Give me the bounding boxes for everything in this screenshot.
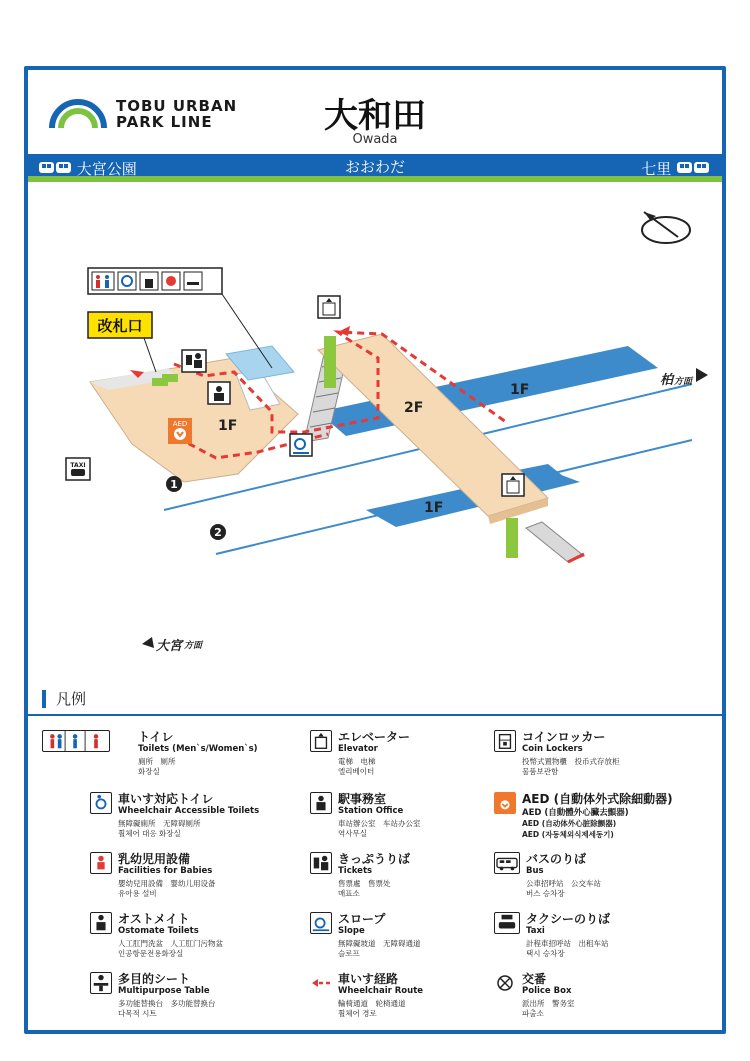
- direction-kashiwa: 柏: [660, 373, 674, 388]
- ticket-machine-icon: [182, 350, 206, 372]
- legend-l3: AED (자동체외식제세동기): [522, 830, 614, 839]
- legend-en: Slope: [338, 926, 365, 936]
- legend-title: 駅事務室: [338, 792, 387, 806]
- direction-right-label: 七里: [641, 160, 672, 178]
- legend-l1: 計程車招呼站 出租车站: [526, 939, 609, 948]
- legend-en: Station Office: [338, 806, 404, 816]
- legend-l2: 유아용 설비: [118, 889, 157, 898]
- legend-l2: 휠체어 경로: [338, 1009, 377, 1018]
- coin-locker-icon: [494, 730, 516, 752]
- legend-l1: 售票處 售票处: [338, 879, 391, 888]
- legend-title: AED (自動体外式除細動器): [522, 792, 673, 806]
- station-roman-name: Owada: [352, 132, 398, 147]
- compass-icon: [642, 212, 690, 243]
- legend-title: タクシーのりば: [526, 912, 611, 926]
- legend-title: 車いす対応トイレ: [118, 792, 214, 806]
- wheelchair-toilet-icon: [90, 792, 112, 814]
- ticket-icon: [310, 852, 332, 874]
- legend-l1: 公車招呼站 公交车站: [526, 879, 601, 888]
- floor-label-1f-lower: 1F: [424, 500, 444, 516]
- legend-l1: AED (自動體外心臟去顫器): [522, 808, 629, 818]
- legend-en: Police Box: [522, 986, 572, 996]
- slope-icon: [310, 912, 332, 934]
- arrow-right-icon: [696, 368, 708, 382]
- arrow-left-icon: [142, 637, 154, 648]
- legend-en: Multipurpose Table: [118, 986, 210, 996]
- multipurpose-table-icon: [90, 972, 112, 994]
- legend-en: Wheelchair Accessible Toilets: [118, 806, 260, 816]
- legend-l2: 휠체어 대응 화장실: [118, 829, 181, 838]
- station-map-frame: [24, 66, 726, 1034]
- legend-title: 多目的シート: [118, 972, 191, 986]
- legend-l1: 多功能替換台 多功能替换台: [118, 999, 216, 1008]
- police-box-icon: [494, 972, 516, 994]
- elevator-icon-north: [318, 296, 340, 318]
- direction-omiya-suffix: 方面: [184, 641, 203, 651]
- direction-kashiwa-suffix: 方面: [674, 377, 693, 387]
- legend-en: Elevator: [338, 744, 378, 754]
- station-kana: おおわだ: [344, 158, 405, 176]
- floor-label-1f-upper: 1F: [510, 382, 530, 398]
- toilet-icon: [92, 272, 114, 290]
- line-bar: [28, 154, 722, 182]
- bus-icon: [494, 852, 520, 874]
- legend-l2: 버스 승차장: [526, 889, 565, 898]
- elevator-icon: [310, 730, 332, 752]
- legend-l1: 無障礙廁所 无障碍厕所: [118, 819, 201, 828]
- legend-l1: 電梯 电梯: [338, 757, 376, 766]
- legend-l1: 無障礙坡道 无障碍通道: [338, 939, 421, 948]
- legend-title: きっぷうりば: [338, 852, 411, 866]
- legend-en: Wheelchair Route: [338, 986, 424, 996]
- route-arrow-icon: [310, 972, 332, 994]
- floor-label-1f-concourse: 1F: [218, 418, 238, 434]
- legend-heading: 凡例: [42, 690, 86, 708]
- taxi-icon: [494, 912, 520, 934]
- legend-l2: 물품보관함: [522, 767, 559, 776]
- lower-stairs: [526, 522, 584, 562]
- legend-l2: 인공항문전용화장실: [118, 949, 184, 958]
- logo-line2: PARK LINE: [116, 113, 213, 131]
- legend-l2: 파출소: [522, 1009, 544, 1018]
- legend-l1: 投幣式置物櫃 投币式存放柜: [522, 757, 620, 766]
- legend-l2: 다목적 시트: [118, 1009, 157, 1018]
- elevator-shaft-north: [324, 336, 336, 388]
- legend-l1: 人工肛門洗盆 人工肛门污物盆: [118, 939, 223, 948]
- legend-en: Tickets: [338, 866, 373, 876]
- slope-icon: [290, 434, 312, 456]
- legend-l1: 嬰幼兒用設備 婴幼儿用设备: [118, 879, 216, 888]
- legend-title: オストメイト: [118, 912, 190, 926]
- legend-l2: 역사무실: [338, 829, 367, 838]
- aed-icon: [494, 792, 516, 814]
- train-right-icon: [676, 161, 710, 175]
- legend-l1: 車站辦公室 车站办公室: [338, 819, 421, 828]
- aed-map-label: AED: [172, 420, 188, 428]
- legend-l1: 輪椅通道 轮椅通道: [338, 999, 406, 1008]
- legend-title: コインロッカー: [522, 730, 606, 744]
- direction-right: [641, 158, 710, 179]
- multipurpose-table-icon: [184, 272, 202, 290]
- station-office-icon: [208, 382, 230, 404]
- legend-en: Coin Lockers: [522, 744, 583, 754]
- station-name: 大和田: [324, 96, 426, 136]
- ticket-gate-label: 改札口: [97, 317, 143, 335]
- legend-l2: 매표소: [338, 889, 360, 898]
- legend-title: トイレ: [138, 730, 174, 744]
- floor-label-2f: 2F: [404, 400, 424, 416]
- direction-left-label: 大宮公園: [76, 160, 137, 178]
- legend-title: バスのりば: [526, 852, 587, 866]
- elevator-shaft-south: [506, 518, 518, 558]
- legend-l1: 派出所 警务室: [522, 999, 575, 1008]
- baby-icon: [90, 852, 112, 874]
- legend-title: エレベーター: [338, 730, 411, 744]
- legend-l2: AED (自动体外心脏除颤器): [522, 819, 617, 828]
- legend-title: 乳幼児用設備: [118, 852, 191, 866]
- legend-l1: 廁所 厕所: [138, 757, 176, 766]
- legend-title: 交番: [522, 972, 547, 986]
- elevator-icon-south: [502, 474, 524, 496]
- legend-title: 車いす経路: [338, 972, 399, 986]
- station-office-icon: [310, 792, 332, 814]
- track-number-1: 1: [170, 478, 178, 491]
- ostomate-icon: [90, 912, 112, 934]
- legend-en: Facilities for Babies: [118, 866, 213, 876]
- toilet-icon: [42, 730, 110, 752]
- wheelchair-icon: [118, 272, 136, 290]
- legend-en: Ostomate Toilets: [118, 926, 199, 936]
- logo-line1: TOBU URBAN: [116, 97, 238, 115]
- station-map: [28, 182, 722, 682]
- legend-divider: [28, 714, 722, 716]
- legend-en: Bus: [526, 866, 544, 876]
- track-number-2: 2: [214, 526, 222, 539]
- legend-en: Taxi: [526, 926, 545, 936]
- legend-l2: 엘리베이터: [338, 767, 375, 776]
- direction-omiya: 大宮: [156, 639, 183, 654]
- legend-l2: 화장실: [138, 767, 160, 776]
- legend-title: スロープ: [338, 912, 386, 926]
- taxi-map-label: TAXI: [70, 462, 86, 469]
- legend-l2: 슬로프: [338, 949, 360, 958]
- legend-en: Toilets (Men`s/Women`s): [138, 744, 258, 754]
- legend-l2: 택시 승차장: [526, 949, 565, 958]
